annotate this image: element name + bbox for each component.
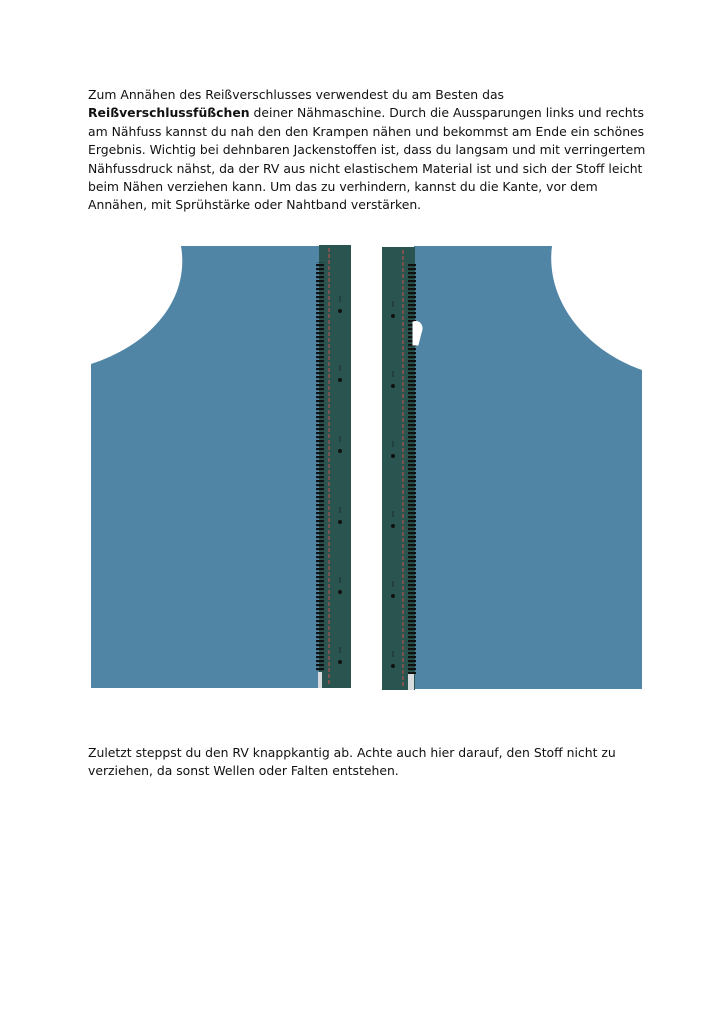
intro-text-start: Zum Annähen des Reißverschlusses verwendest du am Besten das [88, 87, 505, 102]
outro-paragraph: Zuletzt steppst du den RV knappkantig ab. Achte auch hier darauf, den Stoff nicht zu verziehen, da sonst Wellen oder Falten entstehen. [88, 745, 616, 779]
right-zipper-end [408, 674, 414, 690]
left-zipper-teeth [316, 262, 324, 672]
left-zipper-end [318, 672, 322, 688]
right-front-panel [414, 246, 642, 689]
left-front-panel [91, 246, 320, 688]
intro-text-end: deiner Nähmaschine. Durch die Aussparungen links und rechts am Nähfuss kannst du nah den den Krampen nähen und bekommst am Ende ein schönes Ergebnis. Wichtig bei dehnbaren Jackenstoffen ist, dass du langsam und mit verringertem Nähfussdruck nähst, da der RV aus nicht elastischem Material ist und sich der Stoff leicht beim Nähen verziehen kann. Um das zu verhindern, kannst du die Kante, vor dem Annähen, mit Sprühstärke oder Nahtband verstärken. [88, 105, 646, 213]
intro-highlight-term: Reißverschlussfüßchen [88, 105, 250, 121]
